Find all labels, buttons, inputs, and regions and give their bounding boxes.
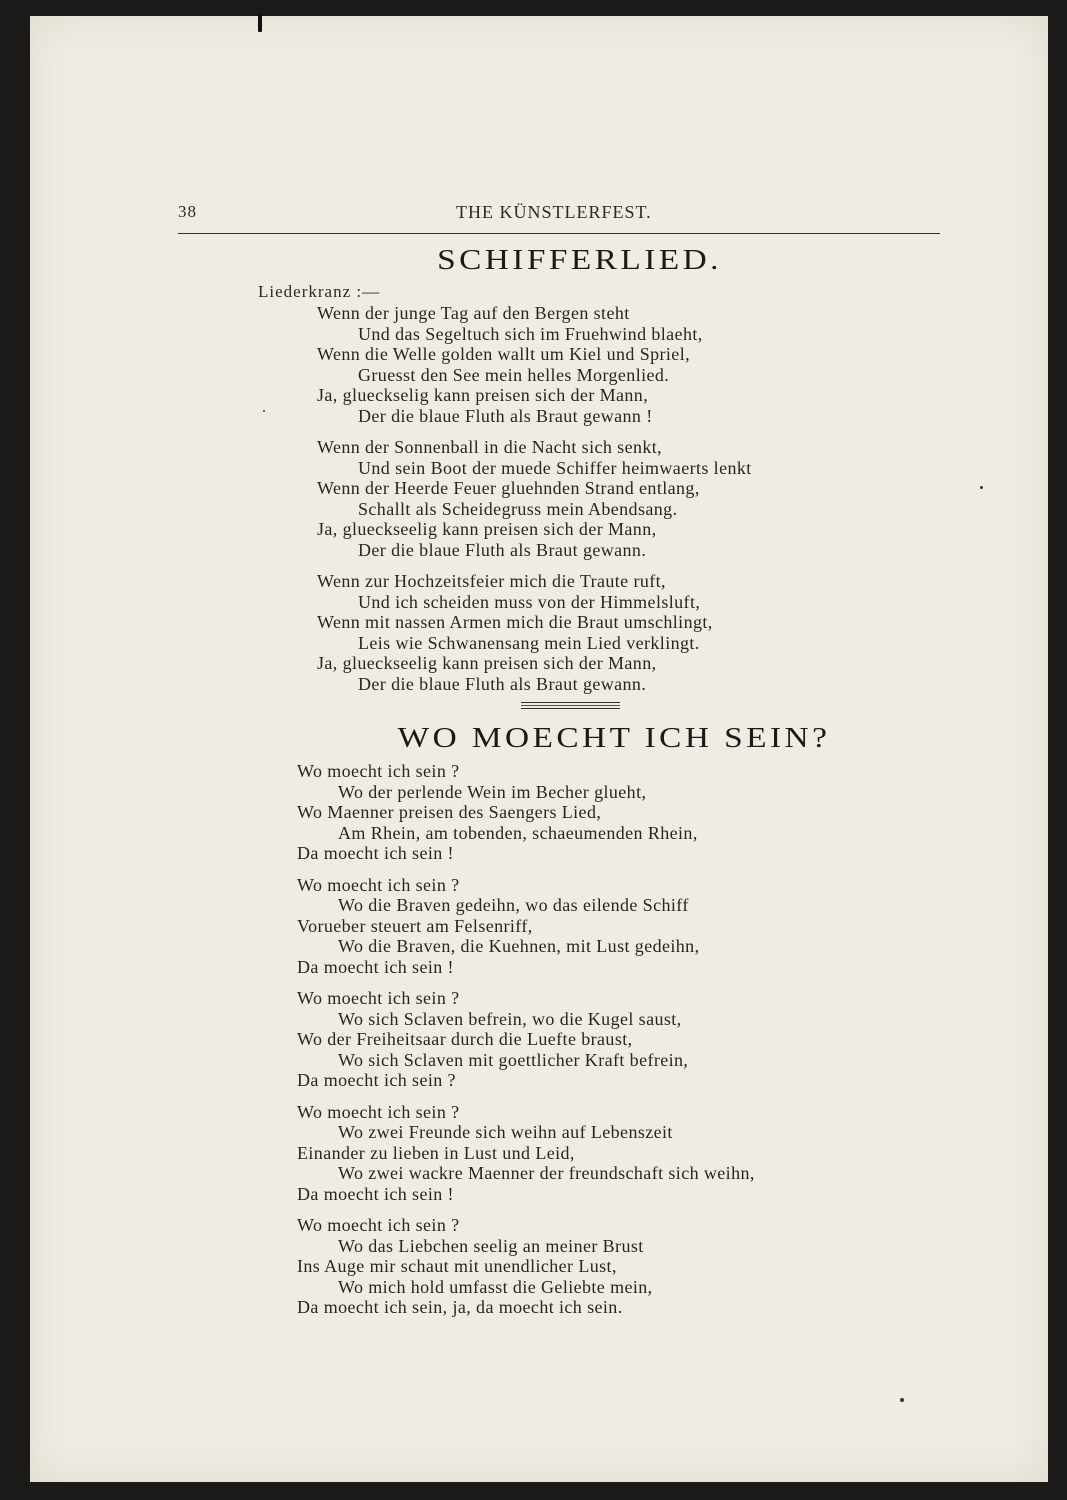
verse-line: Der die blaue Fluth als Braut gewann. <box>358 673 647 694</box>
verse-line: Am Rhein, am tobenden, schaeumenden Rhein, <box>338 822 698 843</box>
verse-line: Ja, glueckseelig kann preisen sich der Mann, <box>317 519 657 539</box>
poem-schifferlied <box>317 303 752 694</box>
verse-line: Wo mich hold umfasst die Geliebte mein, <box>338 1276 653 1297</box>
verse-line: Wo der Freiheitsaar durch die Luefte braust, <box>297 1029 633 1049</box>
verse-line: Und ich scheiden muss von der Himmelsluft, <box>358 591 701 612</box>
verse-line: Da moecht ich sein ! <box>297 1183 454 1204</box>
verse-line: Da moecht ich sein, ja, da moecht ich sein. <box>297 1297 623 1317</box>
verse-line: Wenn der Sonnenball in die Nacht sich senkt, <box>317 437 663 457</box>
running-title: THE KÜNSTLERFEST. <box>456 202 652 222</box>
poem-wo-moecht-ich-sein <box>297 761 755 1318</box>
verse-line: Wo zwei Freunde sich weihn auf Lebenszeit <box>338 1122 673 1142</box>
verse-line: Gruesst den See mein helles Morgenlied. <box>358 364 670 385</box>
verse-line: Schallt als Scheidegruss mein Abendsang. <box>358 498 678 519</box>
verse-line: Wo moecht ich sein ? <box>297 1101 460 1122</box>
page-number: 38 <box>178 202 197 221</box>
verse-line: Wenn die Welle golden wallt um Kiel und Spriel, <box>317 344 690 364</box>
verse-line: Wo der perlende Wein im Becher glueht, <box>338 781 647 802</box>
verse-line: Und das Segeltuch sich im Fruehwind blaeht, <box>358 323 703 344</box>
verse-line: Wo moecht ich sein ? <box>297 761 460 781</box>
verse-line: Da moecht ich sein ! <box>297 956 454 977</box>
verse-line: Wo Maenner preisen des Saengers Lied, <box>297 802 602 822</box>
speaker-label: Liederkranz :— <box>258 282 381 301</box>
verse-line: Und sein Boot der muede Schiffer heimwaerts lenkt <box>358 457 752 478</box>
verse-line: Wenn zur Hochzeitsfeier mich die Traute ruft, <box>317 571 666 591</box>
paper-speck <box>263 410 265 412</box>
verse-line: Ja, glueckselig kann preisen sich der Mann, <box>317 385 649 405</box>
song-title-wo-moecht-ich-sein: WO MOECHT ICH SEIN? <box>397 722 831 754</box>
verse-line: Einander zu lieben in Lust und Leid, <box>297 1142 575 1163</box>
verse-line: Wo moecht ich sein ? <box>297 1215 460 1235</box>
verse-line: Wo zwei wackre Maenner der freundschaft sich weihn, <box>338 1163 755 1183</box>
verse-line: Da moecht ich sein ? <box>297 1070 456 1090</box>
verse-line: Der die blaue Fluth als Braut gewann. <box>358 539 647 560</box>
verse-line: Wenn der Heerde Feuer gluehnden Strand entlang, <box>317 478 700 498</box>
verse-line: Wo sich Sclaven befrein, wo die Kugel saust, <box>338 1008 682 1029</box>
verse-line: Wenn mit nassen Armen mich die Braut umschlingt, <box>317 612 713 632</box>
verse-line: Wo moecht ich sein ? <box>297 988 460 1008</box>
verse-line: Wenn der junge Tag auf den Bergen steht <box>317 303 630 323</box>
verse-line: Leis wie Schwanensang mein Lied verklingt. <box>358 632 700 653</box>
header-rule <box>178 233 940 234</box>
verse-line: Ins Auge mir schaut mit unendlicher Lust, <box>297 1256 617 1276</box>
verse-line: Wo sich Sclaven mit goettlicher Kraft befrein, <box>338 1049 689 1070</box>
song-title-schifferlied: SCHIFFERLIED. <box>437 244 722 276</box>
paper-speck <box>980 486 983 489</box>
verse-line: Wo die Braven, die Kuehnen, mit Lust gedeihn, <box>338 936 700 956</box>
verse-line: Wo das Liebchen seelig an meiner Brust <box>338 1235 644 1256</box>
verse-line: Da moecht ich sein ! <box>297 843 454 863</box>
paper-speck <box>900 1398 904 1402</box>
verse-line: Ja, glueckseelig kann preisen sich der Mann, <box>317 653 657 673</box>
verse-line: Wo die Braven gedeihn, wo das eilende Schiff <box>338 895 689 915</box>
verse-line: Wo moecht ich sein ? <box>297 874 460 895</box>
paper-speck <box>258 14 262 32</box>
verse-line: Der die blaue Fluth als Braut gewann ! <box>358 405 653 426</box>
verse-line: Vorueber steuert am Felsenriff, <box>297 915 533 936</box>
running-header <box>178 198 940 228</box>
section-divider <box>521 702 620 709</box>
